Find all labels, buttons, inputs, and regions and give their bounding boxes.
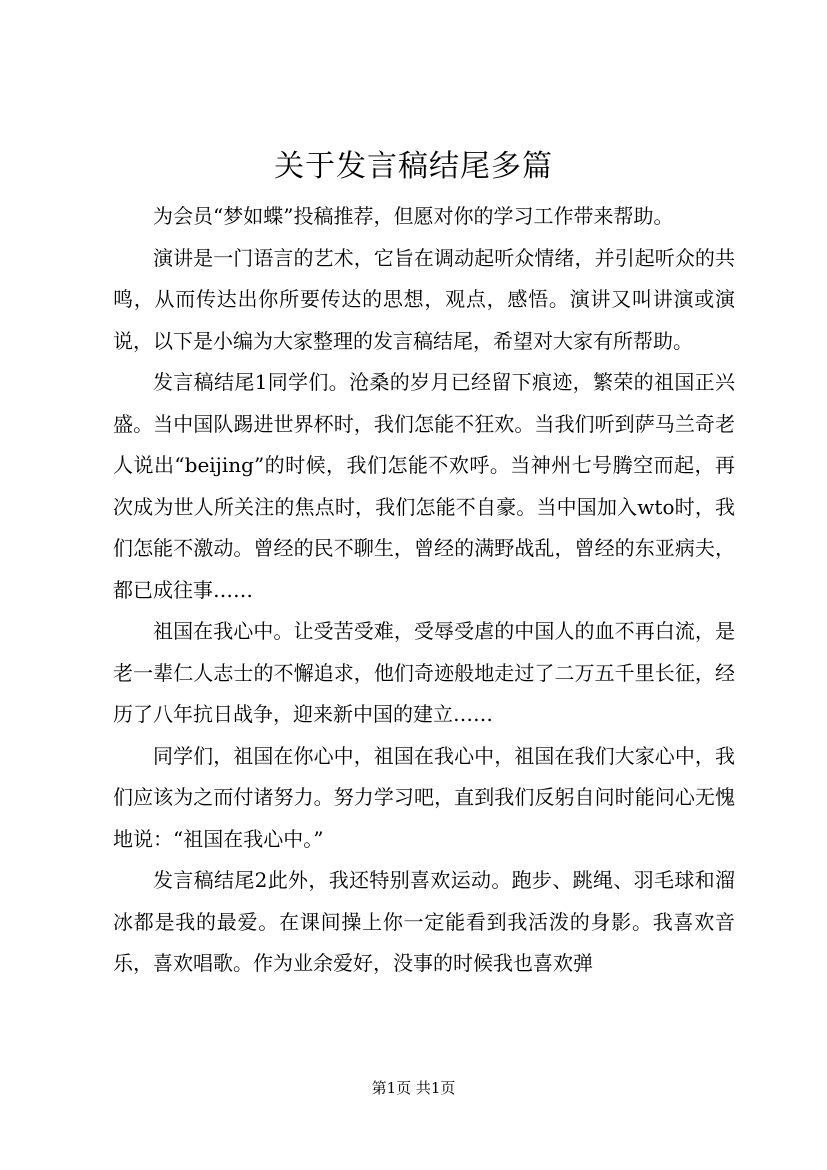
page-footer: 第1页 共1页 <box>371 1079 456 1097</box>
paragraph-intro: 为会员“梦如蝶”投稿推荐，但愿对你的学习工作带来帮助。 <box>153 204 674 228</box>
paragraph-ending-2: 发言稿结尾2此外，我还特别喜欢运动。跑步、跳绳、羽毛球和溜冰都是我的最爱。在课间操上你一定能看到我活泼的身影。我喜欢音乐，喜欢唱歌。作为业余爱好，没事的时候我也喜欢弹 <box>113 868 735 975</box>
paragraph-ending-1: 发言稿结尾1同学们。沧桑的岁月已经留下痕迹，繁荣的祖国正兴盛。当中国队踢进世界杯时，我们怎能不狂欢。当我们听到萨马兰奇老人说出“beijing”的时候，我们怎能不欢呼。当神州七号腾空而起，再次成为世人所关注的焦点时，我们怎能不自豪。当中国加入wto时，我们怎能不激动。曾经的民不聊生，曾经的满野战乱，曾经的东亚病夫，都已成往事…… <box>113 370 735 602</box>
document-title: 关于发言稿结尾多篇 <box>274 149 553 184</box>
paragraph-classmates: 同学们，祖国在你心中，祖国在我心中，祖国在我们大家心中，我们应该为之而付诸努力。努力学习吧，直到我们反躬自问时能问心无愧地说：“祖国在我心中。” <box>113 743 735 851</box>
document-body <box>113 196 735 985</box>
paragraph-motherland: 祖国在我心中。让受苦受难，受辱受虐的中国人的血不再白流，是老一辈仁人志士的不懈追求，他们奇迹般地走过了二万五千里长征，经历了八年抗日战争，迎来新中国的建立…… <box>113 619 735 726</box>
paragraph-speech-art: 演讲是一门语言的艺术，它旨在调动起听众情绪，并引起听众的共鸣，从而传达出你所要传达的思想，观点，感悟。演讲又叫讲演或演说，以下是小编为大家整理的发言稿结尾，希望对大家有所帮助。 <box>113 245 735 353</box>
